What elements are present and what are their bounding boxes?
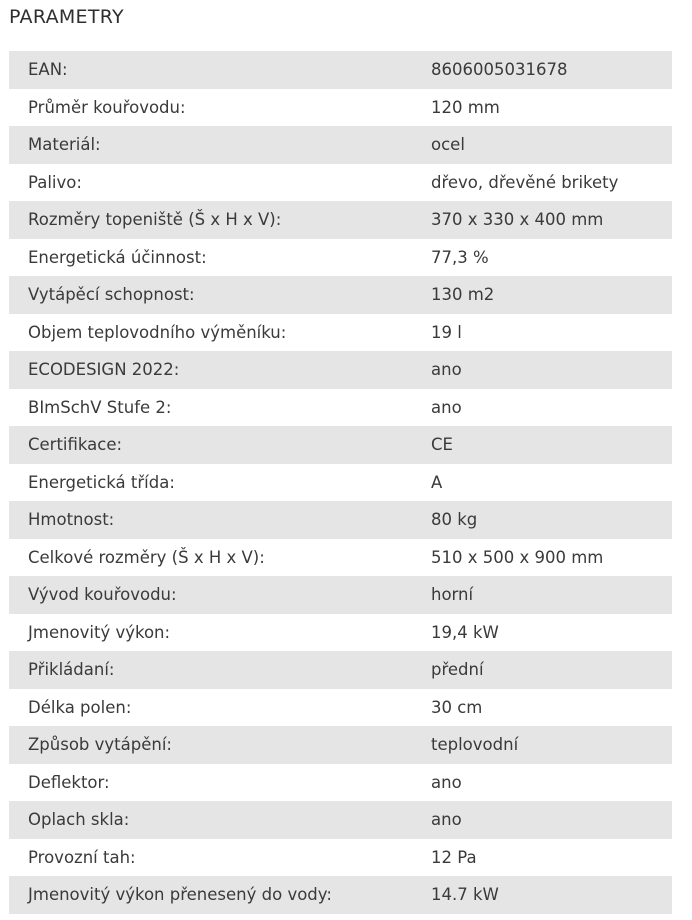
table-row xyxy=(9,464,672,502)
table-row xyxy=(9,501,672,539)
param-value: 120 mm xyxy=(412,89,672,127)
parameters-table xyxy=(9,51,672,914)
table-row xyxy=(9,764,672,802)
param-label: Oplach skla: xyxy=(9,801,412,839)
table-row xyxy=(9,89,672,127)
table-row xyxy=(9,276,672,314)
param-label: Vytápěcí schopnost: xyxy=(9,276,412,314)
table-row xyxy=(9,314,672,352)
param-value: 370 x 330 x 400 mm xyxy=(412,201,672,239)
param-label: Provozní tah: xyxy=(9,839,412,877)
param-value: ano xyxy=(412,764,672,802)
table-row xyxy=(9,839,672,877)
param-label: Palivo: xyxy=(9,164,412,202)
param-label: Objem teplovodního výměníku: xyxy=(9,314,412,352)
param-label: Celkové rozměry (Š x H x V): xyxy=(9,539,412,577)
param-value: ocel xyxy=(412,126,672,164)
table-row xyxy=(9,689,672,727)
table-row xyxy=(9,614,672,652)
table-row xyxy=(9,239,672,277)
table-row xyxy=(9,426,672,464)
table-row xyxy=(9,651,672,689)
param-value: horní xyxy=(412,576,672,614)
param-value: ano xyxy=(412,801,672,839)
param-value: 8606005031678 xyxy=(412,51,672,89)
param-value: dřevo, dřevěné brikety xyxy=(412,164,672,202)
param-value: 19 l xyxy=(412,314,672,352)
param-value: 19,4 kW xyxy=(412,614,672,652)
param-value: přední xyxy=(412,651,672,689)
param-label: Hmotnost: xyxy=(9,501,412,539)
table-row xyxy=(9,201,672,239)
table-row xyxy=(9,576,672,614)
param-value: 12 Pa xyxy=(412,839,672,877)
param-value: 14.7 kW xyxy=(412,876,672,914)
param-value: 30 cm xyxy=(412,689,672,727)
table-row xyxy=(9,126,672,164)
table-row xyxy=(9,351,672,389)
param-label: Délka polen: xyxy=(9,689,412,727)
section-title: PARAMETRY xyxy=(9,6,124,28)
param-value: ano xyxy=(412,351,672,389)
param-label: ECODESIGN 2022: xyxy=(9,351,412,389)
param-value: 130 m2 xyxy=(412,276,672,314)
param-label: Jmenovitý výkon přenesený do vody: xyxy=(9,876,412,914)
param-label: Materiál: xyxy=(9,126,412,164)
param-value: 80 kg xyxy=(412,501,672,539)
table-row xyxy=(9,726,672,764)
param-label: Energetická třída: xyxy=(9,464,412,502)
param-value: A xyxy=(412,464,672,502)
param-label: Deflektor: xyxy=(9,764,412,802)
param-label: Přikládaní: xyxy=(9,651,412,689)
table-row xyxy=(9,876,672,914)
param-label: Způsob vytápění: xyxy=(9,726,412,764)
param-label: BImSchV Stufe 2: xyxy=(9,389,412,427)
table-row xyxy=(9,539,672,577)
param-label: Energetická účinnost: xyxy=(9,239,412,277)
param-value: teplovodní xyxy=(412,726,672,764)
param-value: CE xyxy=(412,426,672,464)
table-row xyxy=(9,51,672,89)
table-row xyxy=(9,164,672,202)
param-value: ano xyxy=(412,389,672,427)
param-label: Průměr kouřovodu: xyxy=(9,89,412,127)
param-label: Rozměry topeniště (Š x H x V): xyxy=(9,201,412,239)
param-value: 77,3 % xyxy=(412,239,672,277)
param-label: Certifikace: xyxy=(9,426,412,464)
table-row xyxy=(9,801,672,839)
table-row xyxy=(9,389,672,427)
param-value: 510 x 500 x 900 mm xyxy=(412,539,672,577)
param-label: EAN: xyxy=(9,51,412,89)
param-label: Vývod kouřovodu: xyxy=(9,576,412,614)
param-label: Jmenovitý výkon: xyxy=(9,614,412,652)
